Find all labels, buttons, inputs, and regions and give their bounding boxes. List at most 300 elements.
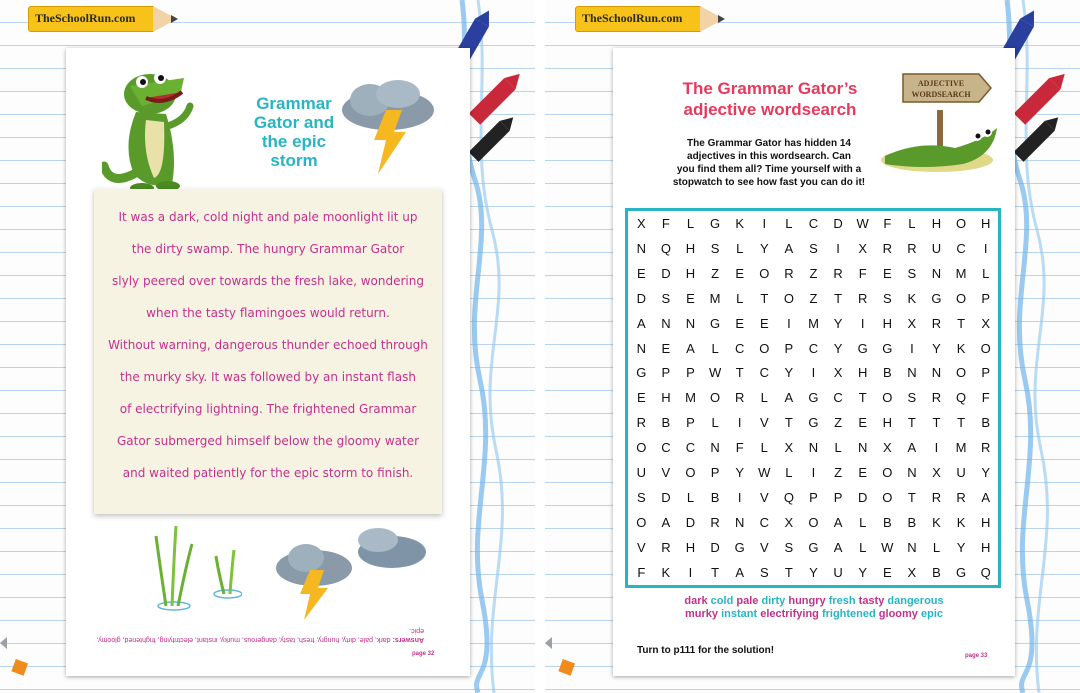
grid-letter[interactable]: F [858,265,867,281]
grid-row [628,287,998,311]
grid-letter[interactable]: H [882,415,892,431]
story-page [66,48,470,676]
grid-letter[interactable]: T [784,564,793,580]
grid-letter[interactable]: N [685,315,696,331]
grid-letter[interactable]: T [760,290,769,306]
grid-letter[interactable]: T [834,290,843,306]
grid-letter[interactable]: S [907,390,917,406]
grid-letter[interactable]: G [931,290,942,306]
grid-letter[interactable]: U [636,465,646,480]
grid-letter[interactable]: C [808,340,819,356]
sign-line: WORDSEARCH [911,90,971,99]
grid-row [628,461,998,485]
grid-letter[interactable]: O [636,440,647,456]
story-text-box [94,189,442,514]
grid-letter[interactable]: A [636,315,646,331]
grid-letter[interactable]: F [735,440,744,456]
grid-letter[interactable]: L [932,539,941,555]
grid-letter[interactable]: V [661,465,671,480]
grid-letter[interactable]: K [907,290,917,306]
grid-letter[interactable]: H [980,514,991,530]
grid-letter[interactable]: X [784,514,794,530]
grid-letter[interactable]: T [784,415,793,431]
grid-letter[interactable]: R [784,265,794,281]
grid-letter[interactable]: Y [956,539,966,555]
grid-letter[interactable]: K [956,340,966,356]
grid-letter[interactable]: U [931,240,942,256]
grid-letter[interactable]: X [981,315,991,331]
grid-letter[interactable]: R [661,539,671,555]
grid-letter[interactable]: A [735,564,745,580]
grid-letter[interactable]: R [980,440,991,456]
grid-letter[interactable]: R [710,514,720,530]
grid-letter[interactable]: W [708,365,722,381]
grid-letter[interactable]: L [785,216,793,231]
intro-line: The Grammar Gator has hidden 14 [687,138,851,149]
grid-letter[interactable]: S [784,539,794,555]
left-spread [0,0,535,693]
grid-letter[interactable]: L [736,240,744,256]
grid-letter[interactable]: U [833,564,843,580]
grid-letter[interactable]: F [883,216,892,231]
storm-clouds-icon [274,522,434,622]
grid-letter[interactable]: N [661,315,671,331]
page-arrow-icon[interactable] [545,635,553,651]
grid-letter[interactable]: D [833,216,843,231]
grid-letter[interactable]: I [787,315,791,331]
word-list [649,595,979,621]
grid-letter[interactable]: M [685,390,696,406]
grid-letter[interactable]: N [931,365,942,381]
grid-letter[interactable]: Y [809,564,818,580]
answers-text: dark, pale, dirty, hungry, fresh, tasty, dangerous, murky, instant, electrifying, frightened, gloomy, epic. [96,627,424,643]
grid-letter[interactable]: X [882,440,892,456]
grid-letter[interactable]: A [784,240,794,256]
grid-letter[interactable]: T [932,415,941,431]
right-spread [545,0,1080,693]
grid-letter[interactable]: I [737,415,742,431]
grid-letter[interactable]: G [808,539,819,555]
grid-letter[interactable]: L [908,216,916,231]
grid-letter[interactable]: K [956,514,966,530]
grid-letter[interactable]: P [833,489,843,505]
grid-letter[interactable]: N [931,265,942,281]
story-line: the murky sky. It was followed by an instant flash [120,370,416,384]
grid-letter[interactable]: N [636,340,646,356]
word-list-item: hungry [788,595,826,607]
grid-letter[interactable]: I [860,315,865,331]
grid-letter[interactable]: E [882,265,892,281]
black-crayon-icon [1015,115,1060,165]
grid-letter[interactable]: I [983,240,988,256]
grid-letter[interactable]: F [661,216,670,231]
word-list-item: gloomy [878,608,918,620]
grid-letter[interactable]: R [734,390,745,406]
grid-letter[interactable]: I [762,216,767,231]
sign-and-gator-icon [879,70,1003,178]
grid-row [628,312,998,336]
word-list-item: fresh [828,595,856,607]
grid-letter[interactable]: I [811,365,816,381]
word-list-item: epic [920,608,943,620]
story-line: Without warning, dangerous thunder echoed through [108,338,428,352]
grid-letter[interactable]: E [759,315,769,331]
grid-letter[interactable]: Z [834,415,843,431]
intro-line: you find them all? Time yourself with a [676,164,862,175]
grid-letter[interactable]: Z [711,265,720,281]
grid-letter[interactable]: L [711,415,719,431]
orange-sticky-icon [557,658,577,678]
grid-letter[interactable]: O [759,265,770,281]
spread-divider [535,0,545,693]
grid-row [628,486,998,510]
grid-letter[interactable]: N [636,240,646,256]
grid-letter[interactable]: A [833,539,843,555]
orange-sticky-icon [10,658,30,678]
grid-letter[interactable]: H [980,216,991,231]
grid-letter[interactable]: L [686,489,695,505]
grid-letter[interactable]: S [759,564,769,580]
story-line: when the tasty flamingoes would return. [146,306,390,320]
grid-letter[interactable]: Y [833,315,843,331]
grid-letter[interactable]: S [661,290,671,306]
grid-letter[interactable]: C [734,340,745,356]
grid-letter[interactable]: X [907,315,917,331]
grid-letter[interactable]: Y [735,465,745,480]
grid-letter[interactable]: A [784,390,794,406]
word-list-line [649,595,979,608]
grid-letter[interactable]: Z [809,290,818,306]
word-list-item: pale [736,595,759,607]
grid-letter[interactable]: H [685,240,696,256]
grid-letter[interactable]: O [882,465,893,480]
grid-letter[interactable]: S [710,240,720,256]
grid-letter[interactable]: N [907,465,917,480]
grid-letter[interactable]: O [685,465,696,480]
grid-letter[interactable]: P [710,465,720,480]
grid-letter[interactable]: X [858,240,868,256]
grid-letter[interactable]: H [882,315,892,331]
logo-text: TheSchoolRun.com [582,11,683,25]
grid-row [628,237,998,261]
word-list-line [649,608,979,621]
sign-line: ADJECTIVE [917,79,965,88]
grid-letter[interactable]: T [957,415,966,431]
word-list-item: tasty [858,595,885,607]
grid-letter[interactable]: O [956,365,967,381]
grid-letter[interactable]: Q [660,240,671,256]
grid-letter[interactable]: T [907,489,916,505]
grid-letter[interactable]: Y [833,340,843,356]
grid-letter[interactable]: O [808,514,819,530]
grid-letter[interactable]: C [833,390,843,406]
grid-letter[interactable]: W [856,216,869,231]
grid-letter[interactable]: Y [932,340,941,356]
grid-letter[interactable]: B [882,365,892,381]
grid-letter[interactable]: G [808,415,819,431]
grid-letter[interactable]: V [759,489,769,505]
grid-letter[interactable]: N [907,365,917,381]
grid-letter[interactable]: Q [956,390,967,406]
grid-letter[interactable]: D [857,489,868,505]
grid-letter[interactable]: P [686,415,695,431]
grid-letter[interactable]: I [910,340,914,356]
grid-letter[interactable]: C [759,514,769,530]
grid-letter[interactable]: P [809,489,818,505]
grid-letter[interactable]: L [785,465,793,480]
grid-row [628,337,998,361]
grid-letter[interactable]: L [982,265,990,281]
grid-row [628,262,998,286]
grid-letter[interactable]: L [760,440,768,456]
grid-letter[interactable]: Y [759,240,769,256]
grid-letter[interactable]: C [759,365,769,381]
grid-letter[interactable]: K [661,564,671,580]
word-list-item: instant [721,608,758,620]
grid-letter[interactable]: P [686,365,695,381]
grid-row [628,386,998,410]
grid-letter[interactable]: D [636,290,646,306]
grid-letter[interactable]: R [833,265,843,281]
grid-letter[interactable]: X [784,440,794,456]
grid-letter[interactable]: X [833,365,843,381]
grid-letter[interactable]: I [934,440,939,456]
grid-letter[interactable]: Z [809,265,818,281]
grid-letter[interactable]: H [857,365,868,381]
solution-note: Turn to p111 for the solution! [637,645,775,656]
grid-letter[interactable]: Q [980,564,991,580]
page-arrow-icon[interactable] [0,635,8,651]
grid-letter[interactable]: T [858,390,867,406]
grid-letter[interactable]: V [636,539,646,555]
grid-letter[interactable]: T [957,315,966,331]
grid-letter[interactable]: G [882,340,893,356]
grid-letter[interactable]: L [859,539,867,555]
grid-letter[interactable]: O [759,340,770,356]
grid-letter[interactable]: W [881,539,894,555]
grid-letter[interactable]: A [661,514,671,530]
grid-letter[interactable]: P [981,290,991,306]
grid-letter[interactable]: R [931,315,942,331]
grid-letter[interactable]: P [661,365,671,381]
grid-letter[interactable]: D [661,489,671,505]
grid-letter[interactable]: D [685,514,696,530]
grid-letter[interactable]: N [710,440,720,456]
grid-letter[interactable]: A [981,489,991,505]
grid-letter[interactable]: B [661,415,671,431]
grid-letter[interactable]: H [661,390,671,406]
grid-letter[interactable]: B [932,564,941,580]
word-list-item: electrifying [760,608,819,620]
story-line: the dirty swamp. The hungry Grammar Gator [131,242,405,256]
grid-letter[interactable]: G [734,539,745,555]
answers-label: Answers: [392,636,424,643]
word-list-item: frightened [821,608,876,620]
grid-letter[interactable]: L [760,390,768,406]
grid-letter[interactable]: O [956,216,967,231]
grid-letter[interactable]: E [735,315,745,331]
grid-row [628,212,998,236]
grid-letter[interactable]: N [857,440,868,456]
grid-letter[interactable]: T [711,564,720,580]
grid-letter[interactable]: G [710,315,721,331]
grid-letter[interactable]: E [882,564,892,580]
grid-letter[interactable]: H [685,539,696,555]
grid-row [628,411,998,435]
grid-letter[interactable]: L [736,290,744,306]
title-line: adjective wordsearch [683,100,857,119]
grid-letter[interactable]: N [808,440,819,456]
grid-letter[interactable]: C [661,440,671,456]
grid-letter[interactable]: I [836,240,840,256]
grid-letter[interactable]: T [907,415,916,431]
word-list-item: dark [684,595,708,607]
grid-letter[interactable]: P [784,340,794,356]
grid-letter[interactable]: X [636,216,646,231]
grid-letter[interactable]: M [955,440,967,456]
grammar-gator-standing-icon [102,56,194,196]
wordsearch-grid[interactable] [625,208,1001,588]
grid-letter[interactable]: S [809,240,818,256]
word-list-item: dangerous [887,595,944,607]
grid-letter[interactable]: R [882,240,892,256]
grid-letter[interactable]: E [858,415,868,431]
grid-letter[interactable]: L [859,514,867,530]
grid-letter[interactable]: R [956,489,966,505]
grid-letter[interactable]: F [637,564,646,580]
grid-letter[interactable]: T [735,365,744,381]
grid-letter[interactable]: E [686,290,695,306]
grid-letter[interactable]: P [981,365,991,381]
grid-letter[interactable]: I [737,489,742,505]
title-line: storm [270,151,318,170]
grid-letter[interactable]: X [907,564,917,580]
grid-letter[interactable]: E [661,340,671,356]
title-line: the epic [261,132,327,151]
grid-letter[interactable]: G [808,390,819,406]
grid-letter[interactable]: C [808,216,819,231]
black-crayon-icon [470,115,515,165]
grid-letter[interactable]: O [882,390,893,406]
grid-letter[interactable]: E [636,390,646,406]
grid-letter[interactable]: G [956,564,967,580]
grid-letter[interactable]: R [636,415,646,431]
grid-letter[interactable]: D [710,539,720,555]
grid-letter[interactable]: I [688,564,693,580]
grid-letter[interactable]: E [858,465,868,480]
grid-letter[interactable]: L [711,340,719,356]
page-number: page 32 [412,651,435,657]
title-line: Grammar [256,94,332,113]
grid-letter[interactable]: Y [858,564,868,580]
page-number: page 33 [965,653,988,659]
grid-letter[interactable]: L [834,440,842,456]
grid-letter[interactable]: H [980,539,991,555]
grid-letter[interactable]: E [636,265,646,281]
grid-letter[interactable]: I [811,465,816,480]
story-line: It was a dark, cold night and pale moonlight lit up [118,210,418,224]
wordsearch-title [651,78,889,120]
grid-letter[interactable]: C [685,440,696,456]
grid-letter[interactable]: V [759,415,769,431]
title-line: The Grammar Gator’s [682,79,858,98]
grid-letter[interactable]: V [759,539,769,555]
grid-letter[interactable]: H [685,265,696,281]
logo-pencil[interactable] [575,6,725,32]
grid-letter[interactable]: N [907,539,917,555]
story-line: of electrifying lightning. The frightened Grammar [119,402,417,416]
grid-letter[interactable]: W [758,465,771,480]
grid-letter[interactable]: O [636,514,647,530]
wordsearch-instructions [643,137,895,189]
grid-letter[interactable]: O [956,290,967,306]
grid-letter[interactable]: K [932,514,941,530]
grid-letter[interactable]: S [636,489,646,505]
grid-letter[interactable]: G [710,216,721,231]
grid-letter[interactable]: A [907,440,917,456]
grid-letter[interactable]: U [956,465,966,480]
story-line: Gator submerged himself below the gloomy water [116,434,420,448]
grid-letter[interactable]: G [636,365,647,381]
grid-letter[interactable]: Z [834,465,843,480]
grid-letter[interactable]: S [882,290,892,306]
story-line: and waited patiently for the epic storm to finish. [122,466,414,480]
grid-row [628,511,998,535]
grid-letter[interactable]: B [882,514,892,530]
grid-letter[interactable]: H [931,216,942,231]
grid-letter[interactable]: B [981,415,991,431]
grid-letter[interactable]: N [734,514,745,530]
grid-letter[interactable]: R [857,290,868,306]
grid-letter[interactable]: Q [783,489,794,505]
grid-letter[interactable]: A [686,340,695,356]
grid-letter[interactable]: M [709,290,721,306]
grid-letter[interactable]: B [710,489,720,505]
grid-letter[interactable]: R [931,390,942,406]
reeds-icon [152,526,242,612]
grid-letter[interactable]: R [907,240,917,256]
grid-row [628,536,998,560]
grid-letter[interactable]: S [907,265,917,281]
title-line: Gator and [253,113,335,132]
grid-letter[interactable]: Y [784,365,794,381]
grid-letter[interactable]: E [735,265,745,281]
logo-text: TheSchoolRun.com [35,11,136,25]
grid-row [628,436,998,460]
grid-letter[interactable]: A [833,514,843,530]
grid-letter[interactable]: Y [981,465,991,480]
grid-letter[interactable]: M [955,265,967,281]
grid-letter[interactable]: O [882,489,893,505]
answers-upside-down [84,626,424,644]
grid-letter[interactable]: B [907,514,917,530]
grid-letter[interactable]: C [956,240,966,256]
grid-letter[interactable]: M [808,315,819,331]
logo-pencil[interactable] [28,6,178,32]
grid-letter[interactable]: D [661,265,671,281]
intro-line: stopwatch to see how fast you can do it! [672,177,866,188]
grid-letter[interactable]: X [932,465,941,480]
grid-letter[interactable]: R [931,489,942,505]
grid-letter[interactable]: F [981,390,990,406]
grid-letter[interactable]: L [686,216,695,231]
grid-letter[interactable]: O [783,290,794,306]
grid-letter[interactable]: K [735,216,745,231]
grid-letter[interactable]: O [710,390,721,406]
word-list-item: dirty [761,595,786,607]
grid-letter[interactable]: O [980,340,991,356]
grid-letter[interactable]: G [857,340,868,356]
